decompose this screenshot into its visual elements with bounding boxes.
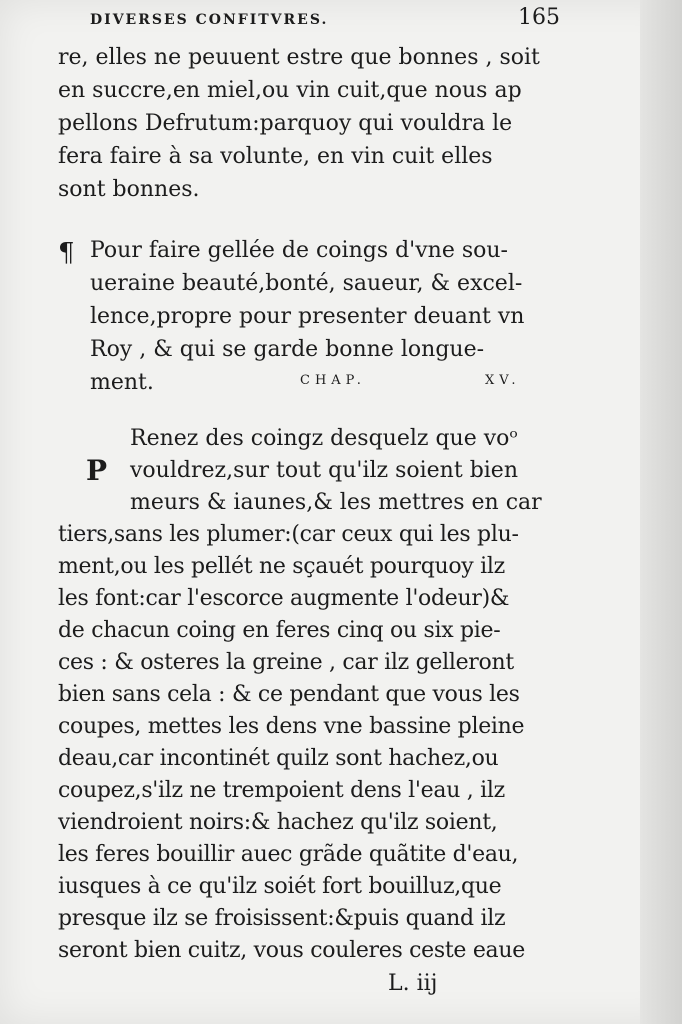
body-line: coupes, mettes les dens vne bassine pleine [58, 714, 525, 739]
page-edge [640, 0, 682, 1024]
heading-line: Pour faire gellée de coings d'vne sou- [90, 238, 508, 263]
heading-line: ueraine beauté,bonté, saueur, & excel- [90, 271, 523, 296]
running-title: DIVERSES CONFITVRES. [90, 12, 329, 28]
body-line: de chacun coing en feres cinq ou six pie- [58, 618, 501, 643]
body-line: iusques à ce qu'ilz soiét fort bouilluz,que [58, 874, 502, 899]
pilcrow-mark: ¶ [58, 238, 75, 268]
intro-line: sont bonnes. [58, 177, 200, 202]
body-line: meurs & iaunes,& les mettres en car [130, 490, 542, 515]
running-header [90, 4, 560, 34]
body-line: les feres bouillir auec grãde quãtite d'eau, [58, 842, 519, 867]
page-number: 165 [518, 5, 560, 30]
signature-mark: L. iij [388, 971, 438, 996]
body-line: coupez,s'ilz ne trempoient dens l'eau , ilz [58, 778, 505, 803]
body-line: vouldrez,sur tout qu'ilz soient bien [130, 458, 518, 483]
body-line: tiers,sans les plumer:(car ceux qui les plu- [58, 522, 519, 547]
body-line: les font:car l'escorce augmente l'odeur)& [58, 586, 510, 611]
heading-line: Roy , & qui se garde bonne longue- [90, 337, 485, 362]
intro-line: fera faire à sa volunte, en vin cuit elles [58, 144, 493, 169]
intro-line: en succre,en miel,ou vin cuit,que nous ap [58, 78, 522, 103]
chapter-number: XV. [485, 373, 521, 388]
body-line: ces : & osteres la greine , car ilz gelleront [58, 650, 514, 675]
body-line: presque ilz se froisissent:&puis quand ilz [58, 906, 506, 931]
body-line: Renez des coingz desquelz que voᵒ [130, 426, 518, 451]
drop-cap: P [86, 454, 108, 487]
intro-line: re, elles ne peuuent estre que bonnes , soit [58, 45, 540, 70]
body-line: ment,ou les pellét ne sçauét pourquoy ilz [58, 554, 505, 579]
body-line: viendroient noirs:& hachez qu'ilz soient, [58, 810, 498, 835]
chapter-label: CHAP. [300, 373, 366, 388]
body-line: bien sans cela : & ce pendant que vous les [58, 682, 520, 707]
intro-line: pellons Defrutum:parquoy qui vouldra le [58, 111, 513, 136]
heading-line: lence,propre pour presenter deuant vn [90, 304, 525, 329]
heading-line: ment. [90, 370, 154, 395]
body-line: seront bien cuitz, vous couleres ceste eaue [58, 938, 525, 963]
body-line: deau,car incontinét quilz sont hachez,ou [58, 746, 499, 771]
